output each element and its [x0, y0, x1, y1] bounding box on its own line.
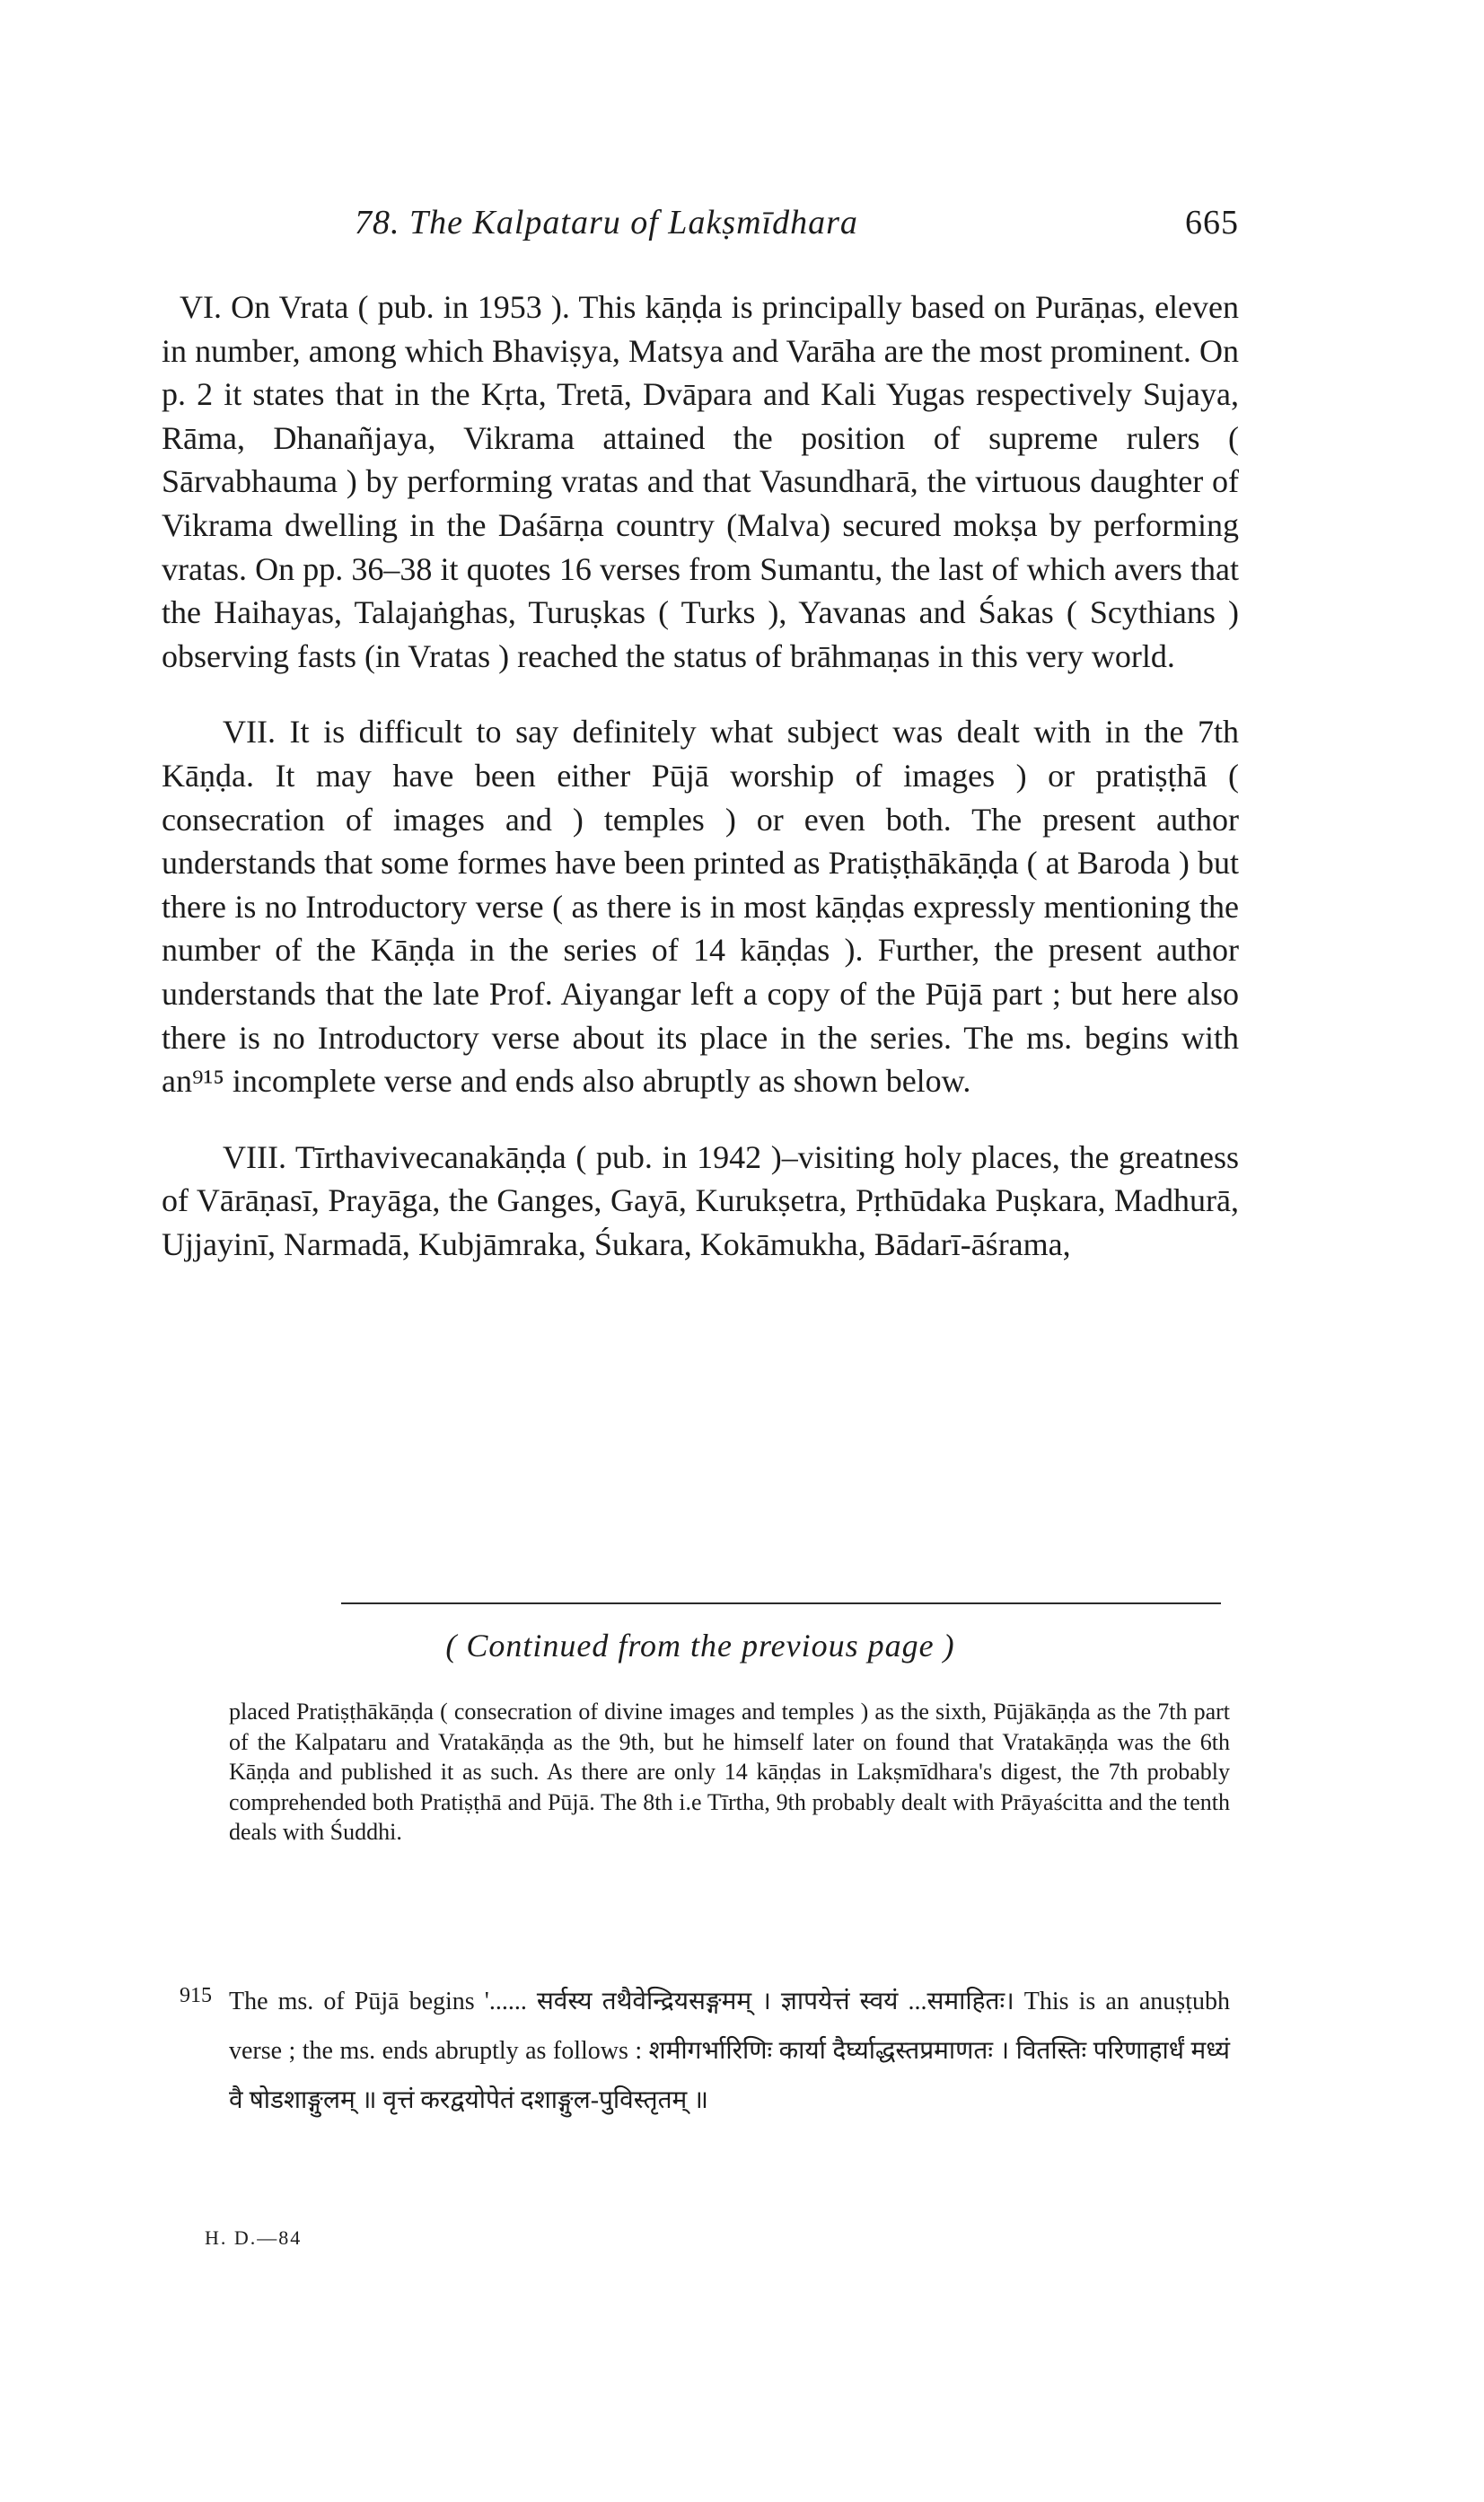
running-title: 78. The Kalpataru of Lakṣmīdhara — [355, 204, 858, 241]
paragraph-vi: VI. On Vrata ( pub. in 1953 ). This kāṇḍa is principally based on Purāṇas, eleven in number, among which Bhaviṣya, Matsya and Varāha are the most prominent. On p. 2 it states that in the Kṛta, Tretā, Dvāpara and Kali Yugas respectively Sujaya, Rāma, Dhanañjaya, Vikrama attained the position of supreme rulers ( Sārvabhauma ) by performing vratas and that Vasundharā, the virtuous daughter of Vikrama dwelling in the Daśārṇa country (Malva) secured mokṣa by performing vratas. On pp. 36–38 it quotes 16 verses from Sumantu, the last of which avers that the Haihayas, Talajaṅghas, Turuṣkas ( Turks ), Yavanas and Śakas ( Scythians ) observing fasts (in Vratas ) reached the status of brāhmaṇas in this very world. — [162, 289, 1239, 674]
signature-mark: H. D.—84 — [205, 2226, 303, 2249]
paragraph-viii: VIII. Tīrthavivecanakāṇḍa ( pub. in 1942 )–visiting holy places, the greatness of Vārāṇasī, Prayāga, the Ganges, Gayā, Kurukṣetra, Pṛthūdaka Puṣkara, Madhurā, Ujjayinī, Narmadā, Kubjāmraka, Śukara, Kokāmukha, Bādarī-āśrama, — [162, 1138, 1239, 1262]
footnote-915-text: The ms. of Pūjā begins '...... सर्वस्य तथैवेन्द्रियसङ्गमम् । ज्ञापयेत्तं स्वयं ...समाहितः। This is an anuṣṭubh verse ; the ms. ends abruptly as follows : शमीगर्भारिणिः कार्या दैर्घ्याद्धस्तप्रमाणतः । वितस्तिः परिणाहार्धं मध्यं वै षोडशाङ्गुलम् ॥ वृत्तं करद्वयोपेतं दशाङ्गुल-पुविस्तृतम् ॥ — [229, 1988, 1230, 2114]
continued-label: ( Continued from the previous page ) — [445, 1628, 955, 1664]
footnote-marker: 915 — [180, 1984, 212, 2007]
page-number: 665 — [1185, 204, 1239, 241]
paragraph-vii: VII. It is difficult to say definitely what subject was dealt with in the 7th Kāṇḍa. It may have been either Pūjā worship of images ) or pratiṣṭhā ( consecration of images and ) temples ) or even both. The present author understands that some formes have been printed as Pratiṣṭhākāṇḍa ( at Baroda ) but there is no Introductory verse ( as there is in most kāṇḍas expressly mentioning the number of the Kāṇḍa in the series of 14 kāṇḍas ). Further, the present author understands that the late Prof. Aiyangar left a copy of the Pūjā part ; but here also there is no Introductory verse about its place in the series. The ms. begins with an⁹¹⁵ incomplete verse and ends also abruptly as shown below. — [162, 714, 1239, 1100]
footnote-continued-text: placed Pratiṣṭhākāṇḍa ( consecration of divine images and temples ) as the sixth, Pūjākāṇḍa as the 7th part of the Kalpataru and Vratakāṇḍa as the 9th, but he himself later on found that Vratakāṇḍa was the 6th Kāṇḍa and published it as such. As there are only 14 kāṇḍas in Lakṣmīdhara's digest, the 7th probably comprehended both Pratiṣṭhā and Pūjā. The 8th i.e Tīrtha, 9th probably dealt with Prāyaścitta and the tenth deals with Śuddhi. — [229, 1699, 1230, 1845]
footnote-separator — [341, 1602, 1221, 1604]
running-header — [162, 203, 1239, 257]
main-text — [162, 285, 1239, 1298]
